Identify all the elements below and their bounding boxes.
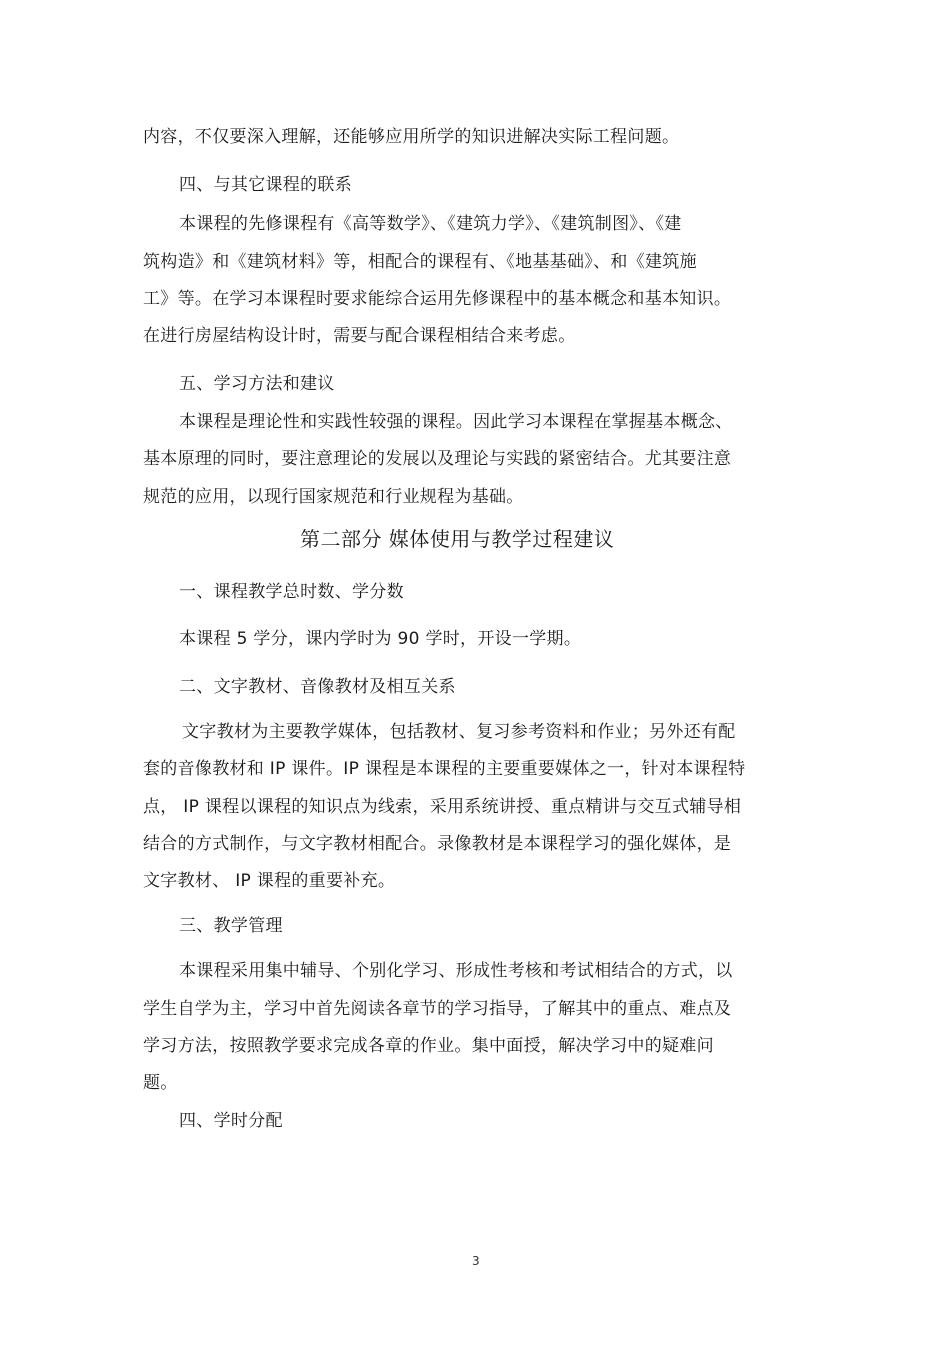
paragraph-line: 题。	[143, 1073, 178, 1093]
paragraph-line: 内容，不仅要深入理解，还能够应用所学的知识进解决实际工程问题。	[143, 127, 680, 147]
paragraph-line: 学习方法，按照教学要求完成各章的作业。集中面授，解决学习中的疑难问	[143, 1036, 714, 1056]
paragraph-line: 规范的应用，以现行国家规范和行业规程为基础。	[143, 487, 524, 507]
page-number: 3	[472, 1254, 480, 1268]
paragraph-line: 点， IP 课程以课程的知识点为线索，采用系统讲授、重点精讲与交互式辅导相	[143, 797, 742, 817]
paragraph-line: 文字教材为主要教学媒体，包括教材、复习参考资料和作业；另外还有配	[182, 722, 736, 742]
paragraph-line: 学生自学为主，学习中首先阅读各章节的学习指导，了解其中的重点、难点及	[143, 999, 732, 1019]
part-title: 第二部分 媒体使用与教学过程建议	[300, 527, 615, 551]
paragraph-line: 文字教材、 IP 课程的重要补充。	[143, 871, 396, 891]
paragraph-line: 工》等。在学习本课程时要求能综合运用先修课程中的基本概念和基本知识。	[143, 289, 732, 309]
paragraph-line: 在进行房屋结构设计时，需要与配合课程相结合来考虑。	[143, 326, 576, 346]
section-heading: 五、学习方法和建议	[179, 374, 335, 394]
paragraph-line: 本课程采用集中辅导、个别化学习、形成性考核和考试相结合的方式，以	[179, 961, 733, 981]
paragraph-line: 本课程的先修课程有《高等数学》、《建筑力学》、《建筑制图》、《建	[179, 214, 682, 234]
paragraph-line: 本课程是理论性和实践性较强的课程。因此学习本课程在掌握基本概念、	[179, 412, 733, 432]
section-heading: 三、教学管理	[179, 916, 283, 936]
paragraph-line: 本课程 5 学分，课内学时为 90 学时，开设一学期。	[179, 629, 582, 649]
paragraph-line: 筑构造》和《建筑材料》等，相配合的课程有、《地基基础》、和《建筑施	[143, 252, 697, 272]
section-heading: 一、课程教学总时数、学分数	[179, 582, 404, 602]
section-heading: 二、文字教材、音像教材及相互关系	[179, 677, 456, 697]
section-heading: 四、与其它课程的联系	[179, 175, 352, 195]
paragraph-line: 结合的方式制作，与文字教材相配合。录像教材是本课程学习的强化媒体，是	[143, 834, 732, 854]
section-heading: 四、学时分配	[179, 1111, 283, 1131]
paragraph-line: 套的音像教材和 IP 课件。IP 课程是本课程的主要重要媒体之一，针对本课程特	[143, 759, 746, 779]
paragraph-line: 基本原理的同时，要注意理论的发展以及理论与实践的紧密结合。尤其要注意	[143, 449, 732, 469]
